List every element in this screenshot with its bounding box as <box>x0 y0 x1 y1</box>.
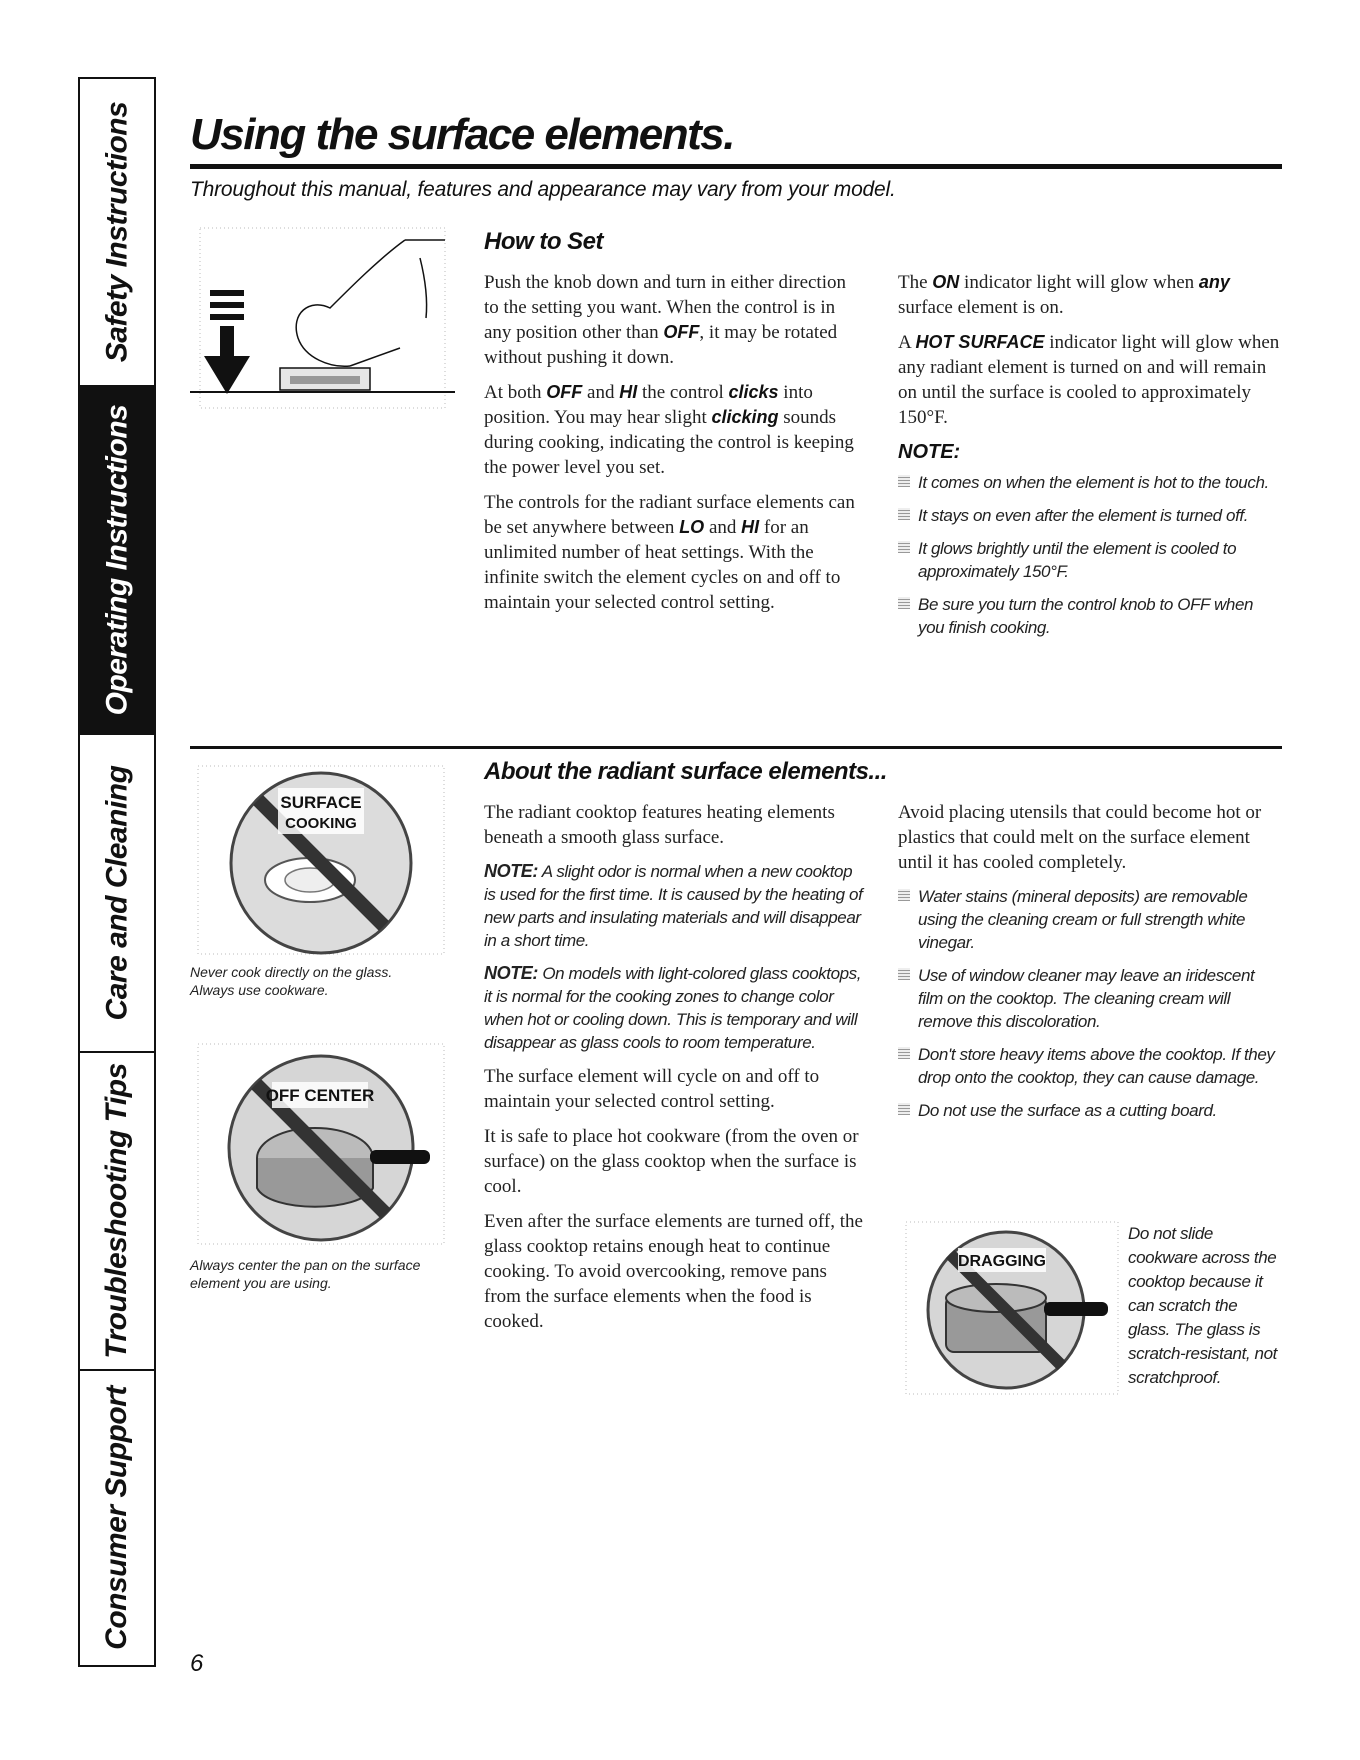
how-to-set-column-2 <box>898 270 1282 649</box>
sign-text: DRAGGING <box>958 1253 1046 1270</box>
list-item <box>898 885 1282 954</box>
keyword: clicks <box>728 382 779 402</box>
text: The controls for the radiant surface elements can be set anywhere between <box>484 492 855 538</box>
text: indicator light will glow when any radiant element is turned on and will remain on until the surface is cooled to approximately 150°F. <box>898 332 1280 428</box>
note-label: NOTE: <box>898 441 961 463</box>
text: The <box>898 272 933 293</box>
keyword: clicking <box>711 407 779 427</box>
text: surface element is on. <box>898 297 1064 318</box>
nav-tab-operating-instructions[interactable] <box>80 387 154 735</box>
list-item-text: Use of window cleaner may leave an iridescent film on the cooktop. The cleaning cream will remove this discoloration. <box>918 966 1255 1031</box>
caption-line: Always use cookware. <box>190 982 329 998</box>
paragraph: The radiant cooktop features heating elements beneath a smooth glass surface. <box>484 802 835 848</box>
bullet-icon <box>898 1047 910 1059</box>
bullet-icon <box>898 597 910 609</box>
note-paragraph <box>484 962 864 1054</box>
paragraph <box>898 330 1282 430</box>
nav-tab-label: Consumer Support <box>100 1386 134 1650</box>
bullet-icon <box>898 508 910 520</box>
bullet-icon <box>898 475 910 487</box>
keyword: ON <box>932 272 960 292</box>
paragraph <box>898 270 1282 320</box>
list-item <box>898 964 1282 1033</box>
bullet-icon <box>898 541 910 553</box>
text: indicator light will glow when <box>959 272 1199 293</box>
figure-caption-off-center: Always center the pan on the surface element you are using. <box>190 1257 421 1291</box>
paragraph <box>484 490 864 615</box>
dragging-caption: Do not slide cookware across the cooktop because it can scratch the glass. The glass is scratch-resistant, not scratchproof. <box>1128 1224 1277 1387</box>
keyword: any <box>1198 272 1230 292</box>
list-item <box>898 471 1282 494</box>
paragraph: Even after the surface elements are turned off, the glass cooktop retains enough heat to continue cooking. To avoid overcooking, remove pans from the surface elements when the food is cooked. <box>484 1211 863 1332</box>
keyword: LO <box>679 517 705 537</box>
nav-tab-label: Troubleshooting Tips <box>100 1063 133 1359</box>
nav-tab-label: Safety Instructions <box>100 101 133 363</box>
note-label: NOTE: <box>484 861 538 881</box>
surface-cooking-illustration <box>190 760 452 960</box>
how-to-set-column-1 <box>484 270 864 625</box>
nav-tab-troubleshooting-tips[interactable] <box>80 1053 154 1371</box>
keyword: HI <box>741 517 760 537</box>
bullet-icon <box>898 968 910 980</box>
text: and <box>582 382 620 403</box>
radiant-column-1 <box>484 800 864 1344</box>
list-item-text: It stays on even after the element is turned off. <box>918 506 1249 525</box>
text: into position. You may hear slight <box>484 382 813 428</box>
text: sounds during cooking, indicating the control is keeping the power level you set. <box>484 407 854 478</box>
side-navigation <box>78 77 156 1667</box>
list-item-text: Water stains (mineral deposits) are removable using the cleaning cream or full strength white vinegar. <box>918 887 1248 952</box>
nav-tab-safety-instructions[interactable] <box>80 79 154 387</box>
text: the control <box>637 382 729 403</box>
figure-caption-surface-cooking <box>190 963 460 999</box>
note-label: NOTE: <box>484 963 538 983</box>
paragraph <box>484 270 864 370</box>
text: and <box>704 517 742 538</box>
nav-tab-label: Operating Instructions <box>100 404 134 716</box>
keyword: OFF <box>663 322 700 342</box>
sign-line-1: SURFACE <box>280 793 362 812</box>
text: for an unlimited number of heat settings. With the infinite switch the element cycles on and off to maintain your selected control setting. <box>484 517 841 613</box>
list-item-text: Do not use the surface as a cutting board. <box>918 1101 1217 1120</box>
sign-text: OFF CENTER <box>265 1086 375 1105</box>
list-item <box>898 504 1282 527</box>
sign-line-2: COOKING <box>285 815 357 832</box>
text: At both <box>484 382 547 403</box>
page-subtitle: Throughout this manual, features and appearance may vary from your model. <box>190 178 896 201</box>
list-item <box>898 593 1282 639</box>
page-title: Using the surface elements. <box>190 110 734 159</box>
list-item-text: Be sure you turn the control knob to OFF when you finish cooking. <box>918 595 1254 637</box>
off-center-illustration <box>190 1038 452 1250</box>
paragraph: The surface element will cycle on and off to maintain your selected control setting. <box>484 1066 820 1112</box>
note-list <box>898 471 1282 639</box>
keyword: HI <box>619 382 638 402</box>
text: A <box>898 332 916 353</box>
title-rule <box>190 164 1282 169</box>
list-item-text: It glows brightly until the element is cooled to approximately 150°F. <box>918 539 1237 581</box>
text: A slight odor is normal when a new cooktop is used for the first time. It is caused by the heating of new parts and insulating materials and will disappear in a short time. <box>484 862 863 950</box>
bullet-icon <box>898 889 910 901</box>
radiant-column-2 <box>898 800 1282 1132</box>
caption-line: Never cook directly on the glass. <box>190 964 393 980</box>
text: Push the knob down and turn in either direction to the setting you want. When the control is in any position other than <box>484 272 846 343</box>
text: , it may be rotated without pushing it down. <box>484 322 838 368</box>
nav-tab-label: Care and Cleaning <box>100 765 133 1021</box>
knob-push-turn-illustration <box>190 218 455 418</box>
nav-tab-consumer-support[interactable] <box>80 1371 154 1665</box>
keyword: OFF <box>546 382 583 402</box>
note-paragraph <box>484 860 864 952</box>
list-item <box>898 537 1282 583</box>
text: On models with light-colored glass cooktops, it is normal for the cooking zones to change color when hot or cooling down. This is temporary and will disappear as glass cools to room temperature. <box>484 964 862 1052</box>
list-item <box>898 1099 1282 1122</box>
section-divider <box>190 746 1282 749</box>
page-number: 6 <box>190 1650 204 1677</box>
section-heading-radiant-elements: About the radiant surface elements... <box>484 758 887 785</box>
bullet-icon <box>898 1103 910 1115</box>
nav-tab-care-and-cleaning[interactable] <box>80 735 154 1053</box>
paragraph <box>484 380 864 480</box>
list-item-text: It comes on when the element is hot to the touch. <box>918 473 1269 492</box>
list-item-text: Don't store heavy items above the cooktop. If they drop onto the cooktop, they can cause damage. <box>918 1045 1275 1087</box>
list-item <box>898 1043 1282 1089</box>
dragging-illustration <box>902 1218 1122 1398</box>
keyword: HOT SURFACE <box>915 332 1045 352</box>
section-heading-how-to-set: How to Set <box>484 228 603 255</box>
care-list <box>898 885 1282 1122</box>
paragraph: It is safe to place hot cookware (from the oven or surface) on the glass cooktop when the surface is cool. <box>484 1126 859 1197</box>
paragraph: Avoid placing utensils that could become hot or plastics that could melt on the surface element until it has cooled completely. <box>898 802 1262 873</box>
